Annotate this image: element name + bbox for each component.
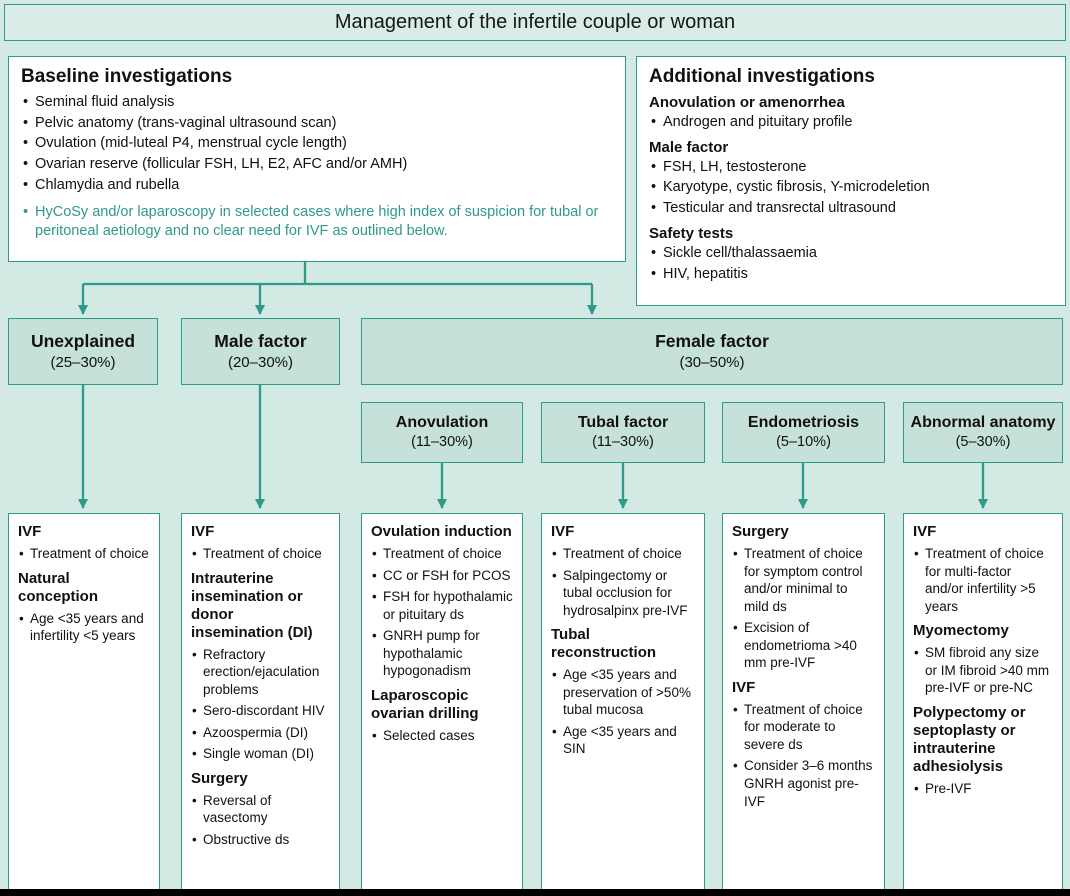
baseline-investigations-box [8,56,626,262]
baseline-item: • Seminal fluid analysis [21,93,613,113]
treatment-item: • Salpingectomy or tubal occlusion for hydrosalpinx pre-IVF [551,567,695,620]
node-label: Male factor [214,331,307,352]
node-endometriosis [722,402,885,463]
treatment-item: • Refractory erection/ejaculation problems [191,646,330,699]
treatment-item: • Treatment of choice [18,545,150,563]
treatment-item: • Pre-IVF [913,780,1053,798]
treatment-item: • GNRH pump for hypothalamic hypogonadism [371,627,513,680]
treatment-item: • Sero-discordant HIV [191,702,330,720]
treatment-heading: Tubal reconstruction [551,626,657,662]
node-anovulation [361,402,523,463]
baseline-investigations-heading: Baseline investigations [21,66,233,87]
treatment-box-male-factor [181,513,340,890]
treatment-item: • SM fibroid any size or IM fibroid >40 mm pre-IVF or pre-NC [913,644,1053,697]
treatment-item: • Age <35 years and SIN [551,723,695,758]
node-percentage: (11–30%) [411,434,473,450]
node-percentage: (30–50%) [679,353,745,371]
treatment-box-abnormal-anatomy [903,513,1063,890]
treatment-item: • Single woman (DI) [191,745,330,763]
treatment-heading: IVF [732,678,756,696]
additional-section-heading: Anovulation or amenorrhea [649,94,845,111]
treatment-heading: Laparoscopic ovarian drilling [371,686,479,722]
treatment-item: • Treatment of choice [191,545,330,563]
additional-investigations-heading: Additional investigations [649,66,875,87]
treatment-item: • Age <35 years and infertility <5 years [18,610,150,645]
bottom-edge [0,889,1070,896]
treatment-heading: Natural conception [18,569,99,605]
treatment-box-tubal-factor [541,513,705,890]
title-bar [4,4,1066,41]
treatment-item: • Treatment of choice for moderate to severe ds [732,701,875,754]
node-percentage: (20–30%) [227,353,294,371]
node-abnormal-anatomy [903,402,1063,463]
node-female-factor [361,318,1063,385]
treatment-item: • FSH for hypothalamic or pituitary ds [371,588,513,623]
treatment-item: • Treatment of choice for multi-factor and/or infertility >5 years [913,545,1053,615]
baseline-item: • Chlamydia and rubella [21,176,613,196]
treatment-item: • Treatment of choice [371,545,513,563]
additional-item: • HIV, hepatitis [649,265,1053,285]
treatment-heading: Ovulation induction [371,523,512,540]
treatment-heading: Surgery [191,769,248,787]
node-label: Anovulation [395,413,489,431]
treatment-item: • Selected cases [371,727,513,745]
additional-item: • Testicular and transrectal ultrasound [649,199,1053,219]
node-percentage: (5–10%) [776,434,831,450]
additional-item: • FSH, LH, testosterone [649,158,1053,178]
baseline-item: • Ovarian reserve (follicular FSH, LH, E2, AFC and/or AMH) [21,155,613,175]
node-male-factor [181,318,340,385]
node-label: Endometriosis [747,413,860,431]
treatment-heading: Polypectomy or septoplasty or intrauterine adhesiolysis [913,703,1026,775]
baseline-item: • Pelvic anatomy (trans-vaginal ultrasound scan) [21,114,613,134]
baseline-highlight-item: • HyCoSy and/or laparoscopy in selected cases where high index of suspicion for tubal or peritoneal aetiology and no clear need for IVF as outlined below. [21,203,613,242]
node-label: Abnormal anatomy [910,413,1056,431]
treatment-item: • Reversal of vasectomy [191,792,330,827]
treatment-item: • Consider 3–6 months GNRH agonist pre-IVF [732,757,875,810]
treatment-heading: IVF [191,523,215,540]
node-unexplained [8,318,158,385]
node-label: Tubal factor [577,413,669,431]
additional-item: • Androgen and pituitary profile [649,113,1053,133]
node-percentage: (25–30%) [50,353,116,371]
treatment-heading: Surgery [732,523,789,540]
treatment-heading: IVF [913,523,937,540]
baseline-item: • Ovulation (mid-luteal P4, menstrual cycle length) [21,134,613,154]
additional-section-heading: Safety tests [649,224,734,242]
diagram-title: Management of the infertile couple or woman [334,11,736,33]
treatment-heading: Myomectomy [913,622,1009,640]
treatment-heading: Intrauterine insemination or donor insemination (DI) [191,569,313,641]
node-label: Female factor [655,331,769,352]
additional-investigations-box [636,56,1066,306]
treatment-item: • Excision of endometrioma >40 mm pre-IVF [732,619,875,672]
treatment-heading: IVF [551,523,575,540]
additional-section-heading: Male factor [649,138,729,156]
treatment-item: • Obstructive ds [191,831,330,849]
node-tubal-factor [541,402,705,463]
treatment-box-unexplained [8,513,160,890]
node-percentage: (11–30%) [592,434,654,450]
additional-item: • Sickle cell/thalassaemia [649,244,1053,264]
treatment-item: • CC or FSH for PCOS [371,567,513,585]
treatment-heading: IVF [18,523,42,540]
treatment-item: • Azoospermia (DI) [191,724,330,742]
treatment-item: • Treatment of choice [551,545,695,563]
additional-item: • Karyotype, cystic fibrosis, Y-microdeletion [649,178,1053,198]
node-label: Unexplained [30,331,136,352]
treatment-box-anovulation [361,513,523,890]
node-percentage: (5–30%) [955,434,1011,450]
treatment-box-endometriosis [722,513,885,890]
treatment-item: • Treatment of choice for symptom control and/or minimal to mild ds [732,545,875,615]
treatment-item: • Age <35 years and preservation of >50% tubal mucosa [551,666,695,719]
